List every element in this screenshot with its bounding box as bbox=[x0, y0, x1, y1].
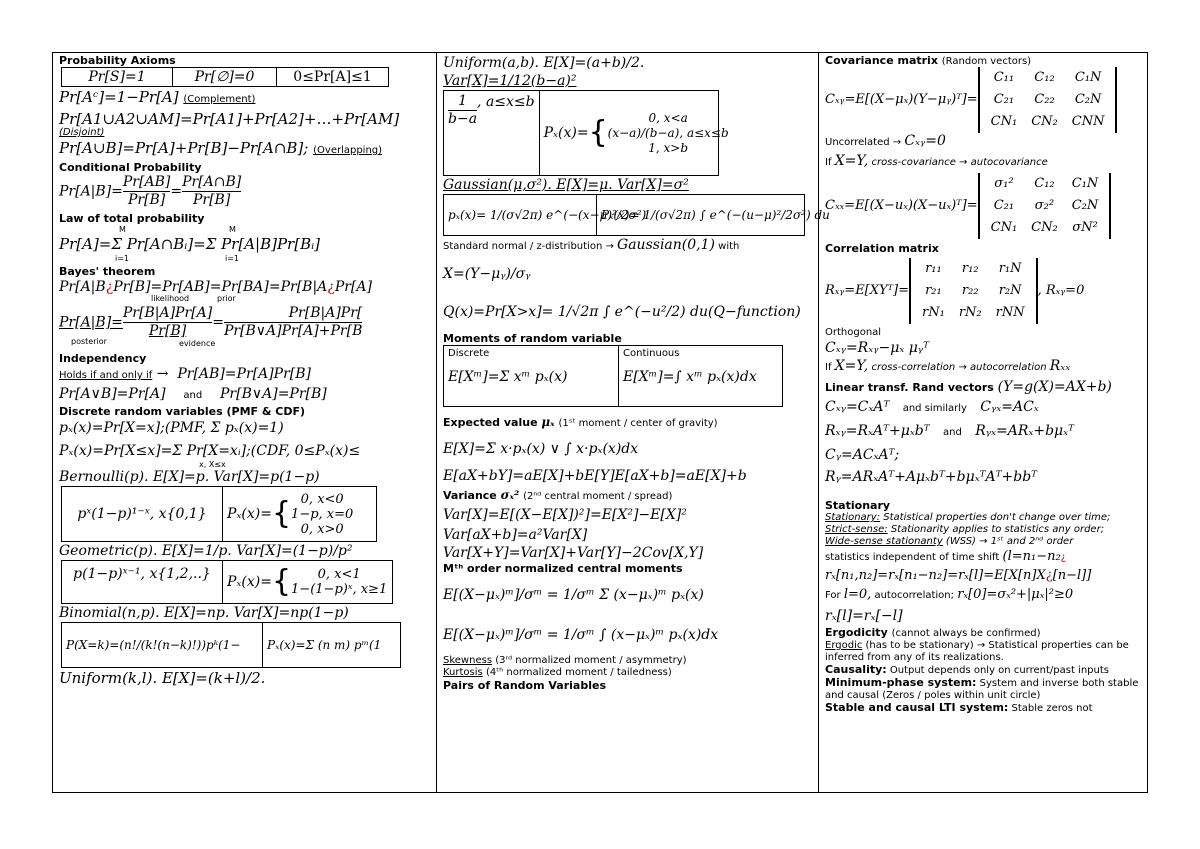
drv-heading: Discrete random variables (PMF & CDF) bbox=[59, 405, 306, 418]
autocov-row: If X=Y, cross-covariance → autocovariance bbox=[825, 153, 1048, 169]
wide-def: Wide-sense stationanty (WSS) → 1ˢᵗ and 2ⁿᵈ order bbox=[825, 536, 1074, 547]
cdf-block bbox=[59, 438, 432, 468]
cov-matrix bbox=[978, 67, 1118, 133]
overlap-eq: Pr[A∪B]=Pr[A]+Pr[B]−Pr[A∩B]; bbox=[59, 139, 309, 157]
autocov-matrix-cell: C₁₂ bbox=[1034, 176, 1055, 191]
skewness-row: Skewness (3ʳᵈ normalized moment / asymmetry) bbox=[443, 655, 687, 666]
orthogonal-eq: Cₓᵧ=Rₓᵧ−μₓ μᵧᵀ bbox=[825, 340, 929, 356]
posterior-label: posterior bbox=[71, 337, 107, 346]
moments-continuous bbox=[618, 346, 782, 406]
bayes-labels-2 bbox=[59, 337, 432, 352]
minphase-row: Minimum-phase system: System and inverse both stable and causal (Zeros / poles within unit circle) bbox=[825, 676, 1139, 701]
mth-eq-2: E[(X−μₓ)ᵐ]/σᵐ = 1/σᵐ ∫ (x−μₓ)ᵐ pₓ(x)dx bbox=[443, 627, 719, 643]
complement-note: (Complement) bbox=[183, 94, 256, 105]
column-1 bbox=[53, 53, 437, 792]
bayes-labels bbox=[59, 296, 432, 305]
autocov-matrix bbox=[978, 173, 1112, 239]
bernoulli-case: 0, x<0 bbox=[300, 491, 344, 507]
q-eq: Q(x)=Pr[X>x]= 1/√2π ∫ e^(−u²/2) du(Q−function) bbox=[443, 304, 801, 320]
autocov-matrix-cell: C₂₁ bbox=[993, 198, 1015, 213]
corr-matrix-cell: r₁₁ bbox=[925, 261, 942, 276]
cond-lhs: Pr[A|B]= bbox=[59, 183, 123, 200]
corr-matrix bbox=[909, 258, 1038, 324]
var-eq-1: Var[X]=E[(X−E[X])²]=E[X²]−E[X]² bbox=[443, 507, 687, 523]
r-eq: rₓ[n₁,n₂]=rₓ[n₁−n₂]=rₓ[l]=E[X[n]X¿[n−l]] bbox=[825, 568, 1092, 583]
symmetry-eq: rₓ[l]=rₓ[−l] bbox=[825, 608, 903, 624]
std-normal-row: Standard normal / z-distribution → Gaussian(0,1) with bbox=[443, 237, 740, 253]
autocov-matrix-cell: σN² bbox=[1072, 220, 1098, 235]
continuous-moment: E[Xᵐ]=∫ xᵐ pₓ(x)dx bbox=[623, 369, 757, 385]
indep-heading: Independency bbox=[59, 352, 147, 365]
cov-matrix-cell: C₁N bbox=[1074, 70, 1102, 85]
ltp-block bbox=[59, 225, 432, 265]
ergodicity-heading: Ergodicity (cannot always be confirmed) bbox=[825, 626, 1041, 639]
corr-matrix-cell: rNN bbox=[995, 305, 1025, 320]
binomial-eq: Binomial(n,p). E[X]=np. Var[X]=np(1−p) bbox=[59, 605, 349, 621]
var-eq-3: Var[X+Y]=Var[X]+Var[Y]−2Cov[X,Y] bbox=[443, 545, 704, 561]
bernoulli-case: 0, x>0 bbox=[300, 521, 344, 537]
bernoulli-eq: Bernoulli(p). E[X]=p. Var[X]=p(1−p) bbox=[59, 469, 320, 485]
corr-eq: Rₓᵧ=E[XYᵀ]= r₁₁ r₁₂ r₁N r₂₁ r₂₂ r₂N rN₁ rN₂ rNN , Rₓᵧ=0 bbox=[825, 255, 1143, 327]
lt-row-3: Cᵧ=ACₓAᵀ; bbox=[825, 447, 900, 463]
uniform-case: 0, x<a bbox=[648, 110, 688, 125]
cheat-sheet bbox=[52, 52, 1148, 793]
cov-matrix-cell: C₂₂ bbox=[1034, 92, 1055, 107]
cond-prob-eq: Pr[A|B]= $\frac{Pr[AB]}{Pr[B]}$ = $\frac{Pr[A\cap B]}{Pr[B]}$ bbox=[59, 174, 242, 208]
autocov-eq: Cₓₓ=E[(X−uₓ)(X−uₓ)ᵀ]= σ₁² C₁₂ C₁N C₂₁ σ₂² C₂N CN₁ CN₂ σN² bbox=[825, 170, 1143, 242]
indep-row-1: Holds if and only if → Pr[AB]=Pr[A]Pr[B] bbox=[59, 366, 311, 382]
uniform-cdf: Pₓ(x)= { 0, x<a (x−a)/(b−a), a≤x≤b 1, x>b bbox=[539, 91, 733, 175]
autocorr-row: If X=Y, cross-correlation → autocorrelation Rₓₓ bbox=[825, 358, 1071, 374]
ltp-limit-bot-2: i=1 bbox=[225, 254, 240, 263]
ltp-limit-top: M bbox=[119, 225, 126, 234]
uniform-cases bbox=[608, 111, 729, 156]
cov-matrix-cell: CNN bbox=[1071, 114, 1105, 129]
corr-matrix-cell: r₂₂ bbox=[961, 283, 979, 298]
causality-row: Causality: Output depends only on current/past inputs bbox=[825, 663, 1109, 676]
uniform-pdf: $\frac{1}{b-a}$ , a≤x≤b bbox=[448, 93, 535, 127]
z-eq: X=(Y−μᵧ)/σᵧ bbox=[443, 266, 531, 282]
cdf-eq: Pₓ(x)=Pr[X≤x]=Σ Pr[X=xᵢ];(CDF, 0≤Pₓ(x)≤ bbox=[59, 443, 361, 459]
cdf-sub: x, X≤x bbox=[199, 460, 226, 469]
corr-matrix-cell: rN₁ bbox=[922, 305, 945, 320]
gaussian-pdf: pₓ(x)= 1/(σ√2π) e^(−(x−μ)²/2σ²) bbox=[448, 208, 647, 222]
binomial-cdf: Pₓ(x)=Σ (n m) pᵐ(1 bbox=[262, 623, 400, 667]
corr-matrix-cell: r₂N bbox=[998, 283, 1022, 298]
discrete-label: Discrete bbox=[448, 348, 490, 359]
autocov-matrix-cell: C₁N bbox=[1071, 176, 1099, 191]
column-2 bbox=[437, 53, 830, 792]
autocov-matrix-cell: C₂N bbox=[1071, 198, 1099, 213]
geometric-cdf: Pₓ(x)= { 0, x<1 1−(1−p)ˣ, x≥1 bbox=[222, 561, 392, 603]
bernoulli-case: 1−p, x=0 bbox=[291, 506, 354, 522]
geometric-cases bbox=[291, 567, 387, 597]
autocov-matrix-cell: CN₁ bbox=[990, 220, 1018, 235]
wide-def-2: statistics independent of time shift (l=n₁−n₂¿ bbox=[825, 549, 1067, 564]
lt-row-1: Cₓᵧ=CₓAᵀ and similarly Cᵧₓ=ACₓ bbox=[825, 399, 1039, 415]
cov-heading: Covariance matrix (Random vectors) bbox=[825, 54, 1032, 67]
ev-heading: Expected value μₓ (1ˢᵗ moment / center of gravity) bbox=[443, 415, 718, 429]
axiom-1: Pr[S]=1 bbox=[88, 69, 146, 85]
linearity-eq: E[aX+bY]=aE[X]+bE[Y]E[aX+b]=aE[X]+b bbox=[443, 468, 747, 484]
cov-eq: Cₓᵧ=E[(X−μₓ)(Y−μᵧ)ᵀ]= C₁₁ C₁₂ C₁N C₂₁ C₂₂ C₂N CN₁ CN₂ CNN bbox=[825, 68, 1143, 132]
strict-def: Strict-sense: Stationarity applies to statistics any order; bbox=[825, 524, 1105, 535]
stationary-heading: Stationary bbox=[825, 499, 891, 512]
lin-transf-heading: Linear transf. Rand vectors (Y=g(X)=AX+b) bbox=[825, 379, 1112, 395]
likelihood-label: likelihood bbox=[151, 294, 190, 303]
gaussian-eq: Gaussian(μ,σ²). E[X]=μ. Var[X]=σ² bbox=[443, 177, 689, 193]
moments-heading: Moments of random variable bbox=[443, 332, 622, 345]
uniform-ab-eq: Uniform(a,b). E[X]=(a+b)/2. bbox=[443, 55, 645, 71]
stationary-def: Stationary: Statistical properties don't change over time; bbox=[825, 512, 1111, 523]
moments-discrete bbox=[444, 346, 618, 406]
orthogonal-label: Orthogonal bbox=[825, 327, 882, 338]
ergodic-def: Ergodic (has to be stationary) → Statistical properties can be inferred from any of its realizations. bbox=[825, 640, 1129, 663]
l0-row: For l=0, autocorrelation; rₓ[0]=σₓ²+|μₓ|²≥0 bbox=[825, 587, 1074, 602]
axiom-3: 0≤Pr[A]≤1 bbox=[276, 68, 388, 86]
ltp-limit-bot: i=1 bbox=[115, 254, 130, 263]
prob-axioms-heading: Probability Axioms bbox=[59, 54, 176, 67]
bernoulli-cases bbox=[291, 492, 353, 537]
complement-row bbox=[59, 87, 432, 110]
cond-frac-1: $\frac{Pr[AB]}{Pr[B]}$ bbox=[122, 174, 171, 208]
complement-eq: Pr[Aᶜ]=1−Pr[A] bbox=[59, 88, 179, 106]
autocov-matrix-cell: σ₂² bbox=[1034, 198, 1055, 213]
cov-matrix-cell: CN₁ bbox=[990, 114, 1018, 129]
variance-heading: Variance σₓ² (2ⁿᵈ central moment / spread) bbox=[443, 488, 673, 502]
corr-matrix-cell: rN₂ bbox=[958, 305, 982, 320]
bayes-eq-2: Pr[A|B]= $\frac{Pr[B|A]Pr[A]}{Pr[B]}$ = $\frac{Pr[B|A]Pr[}{Pr[B\vee A]Pr[A]+Pr[B}$ bbox=[59, 305, 363, 339]
discrete-moment: E[Xᵐ]=Σ xᵐ pₓ(x) bbox=[448, 369, 568, 385]
disjoint-eq: Pr[A1∪A2∪AM]=Pr[A1]+Pr[A2]+…+Pr[AM] bbox=[59, 110, 400, 128]
overlap-row bbox=[59, 138, 432, 161]
corr-matrix-cell: r₂₁ bbox=[925, 283, 942, 298]
cov-matrix-cell: C₁₂ bbox=[1034, 70, 1055, 85]
indep-row-2: Pr[A∨B]=Pr[A] and Pr[B∨A]=Pr[B] bbox=[59, 386, 327, 402]
corr-matrix-cell: r₁₂ bbox=[961, 261, 979, 276]
axiom-2: Pr[∅]=0 bbox=[172, 68, 276, 86]
var-eq-2: Var[aX+b]=a²Var[X] bbox=[443, 527, 588, 543]
binomial-box bbox=[61, 622, 401, 668]
ltp-heading: Law of total probability bbox=[59, 212, 205, 225]
bernoulli-box bbox=[61, 486, 377, 542]
geometric-box bbox=[61, 560, 393, 604]
pairs-heading: Pairs of Random Variables bbox=[443, 679, 606, 692]
geometric-case: 1−(1−p)ˣ, x≥1 bbox=[291, 582, 388, 597]
gaussian-cdf: Pₓ(x)= 1/(σ√2π) ∫ e^(−(u−μ)²/2σ²) du bbox=[596, 195, 834, 235]
cond-frac-2: $\frac{Pr[A\cap B]}{Pr[B]}$ bbox=[182, 174, 242, 208]
cov-matrix-cell: C₁₁ bbox=[993, 70, 1015, 85]
prior-label: prior bbox=[217, 294, 236, 303]
ltp-eq: Pr[A]=Σ Pr[A∩Bᵢ]=Σ Pr[A|B]Pr[Bᵢ] bbox=[59, 235, 320, 253]
stable-causal-row: Stable and causal LTI system: Stable zeros not bbox=[825, 701, 1093, 714]
uncorr-row: Uncorrelated → Cₓᵧ=0 bbox=[825, 133, 946, 149]
autocov-matrix-cell: σ₁² bbox=[994, 176, 1014, 191]
cov-matrix-cell: C₂N bbox=[1074, 92, 1102, 107]
geometric-eq: Geometric(p). E[X]=1/p. Var[X]=(1−p)/p² bbox=[59, 543, 353, 559]
disjoint-note: (Disjoint) bbox=[59, 127, 105, 138]
binomial-pmf: P(X=k)=(n!/(k!(n−k)!))pᵏ(1− bbox=[66, 638, 241, 652]
moments-box bbox=[443, 345, 783, 407]
cov-matrix-cell: CN₂ bbox=[1031, 114, 1058, 129]
bernoulli-cdf: Pₓ(x)= { 0, x<0 1−p, x=0 0, x>0 bbox=[222, 487, 376, 541]
cond-prob-heading: Conditional Probability bbox=[59, 161, 202, 174]
gaussian-box bbox=[443, 194, 830, 236]
column-3 bbox=[819, 53, 1147, 792]
uniform-case: 1, x>b bbox=[648, 140, 689, 155]
geometric-pmf: p(1−p)ˣ⁻¹, x{1,2,..} bbox=[73, 566, 211, 582]
evidence-label: evidence bbox=[179, 339, 216, 348]
continuous-label: Continuous bbox=[623, 348, 680, 359]
uniform-case: (x−a)/(b−a), a≤x≤b bbox=[607, 125, 729, 140]
overlap-note: (Overlapping) bbox=[313, 145, 383, 156]
axioms-box bbox=[61, 67, 389, 87]
mth-heading: Mᵗʰ order normalized central moments bbox=[443, 562, 683, 575]
kurtosis-row: Kurtosis (4ᵗʰ normalized moment / tailedness) bbox=[443, 667, 672, 678]
corr-matrix-cell: r₁N bbox=[998, 261, 1022, 276]
lt-row-2: Rₓᵧ=RₓAᵀ+μₓbᵀ and Rᵧₓ=ARₓ+bμₓᵀ bbox=[825, 423, 1074, 439]
bernoulli-pmf: pˣ(1−p)¹⁻ˣ, x{0,1} bbox=[77, 506, 207, 522]
geometric-case: 0, x<1 bbox=[317, 567, 361, 582]
lt-row-4: Rᵧ=ARₓAᵀ+Aμₓbᵀ+bμₓᵀAᵀ+bbᵀ bbox=[825, 469, 1038, 485]
uniform-kl-eq: Uniform(k,l). E[X]=(k+l)/2. bbox=[59, 669, 266, 687]
mth-eq-1: E[(X−μₓ)ᵐ]/σᵐ = 1/σᵐ Σ (x−μₓ)ᵐ pₓ(x) bbox=[443, 587, 704, 603]
bayes-eq-1: Pr[A|B¿Pr[B]=Pr[AB]=Pr[BA]=Pr[B|A¿Pr[A] bbox=[59, 279, 372, 295]
uniform-var: Var[X]=1/12(b−a)² bbox=[443, 73, 577, 89]
bayes-heading: Bayes' theorem bbox=[59, 265, 156, 278]
ev-eq: E[X]=Σ x·pₓ(x) ∨ ∫ x·pₓ(x)dx bbox=[443, 441, 639, 457]
cov-matrix-cell: C₂₁ bbox=[993, 92, 1015, 107]
autocov-matrix-cell: CN₂ bbox=[1031, 220, 1058, 235]
ltp-limit-top-2: M bbox=[229, 225, 236, 234]
pmf-eq: pₓ(x)=Pr[X=x];(PMF, Σ pₓ(x)=1) bbox=[59, 420, 284, 436]
corr-heading: Correlation matrix bbox=[825, 242, 939, 255]
uniform-box bbox=[443, 90, 729, 176]
